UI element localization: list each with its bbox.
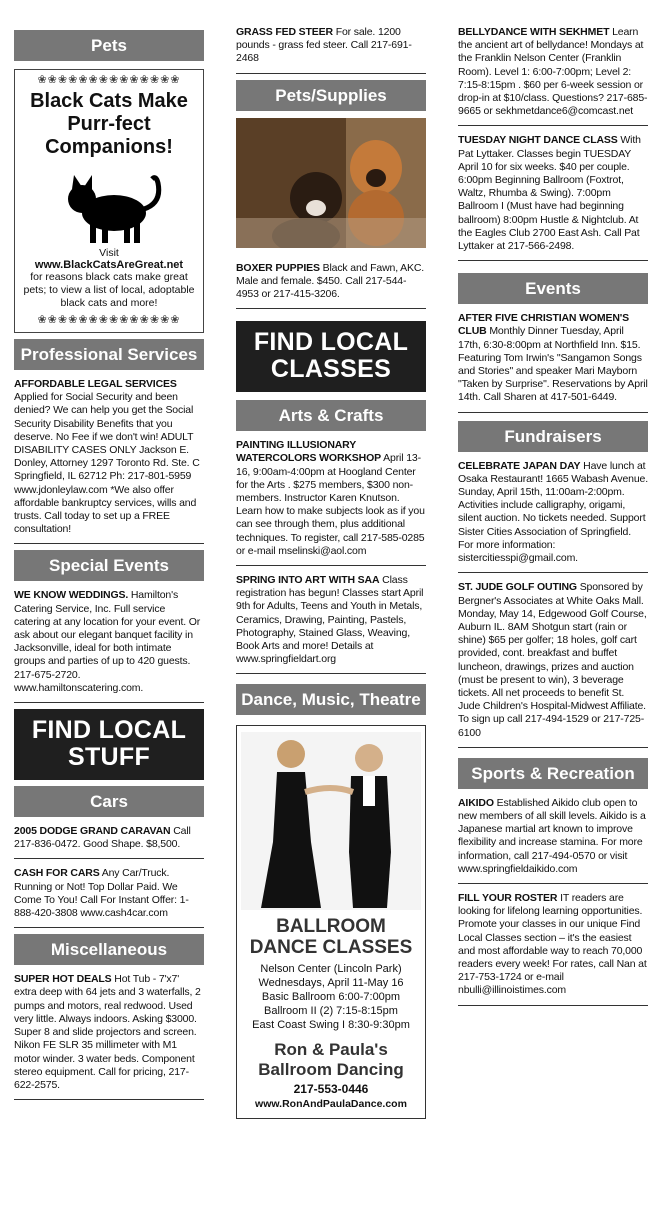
classified-ad: AFTER FIVE CHRISTIAN WOMEN'S CLUB Monthly Dinner Tuesday, April 17th, 6:30-8:00pm at Northfield Inn. $15. Featuring Tom Irwin's "Sangamon Songs and Stories" and speaker Mari Mayborn "Taken by Surprise". Reservations by April 14th. Call Sharen at 417-501-6449. <box>458 304 648 412</box>
section-header-special-events: Special Events <box>14 550 204 581</box>
cat-ad-url[interactable]: www.BlackCatsAreGreat.net <box>34 259 184 271</box>
ballroom-url[interactable]: www.RonAndPaulaDance.com <box>255 1098 407 1111</box>
cat-ad-title-2: Purr-fect Companions! <box>45 113 173 158</box>
section-header-cars: Cars <box>14 786 204 817</box>
section-header-professional: Professional Services <box>14 339 204 370</box>
column-1 <box>14 30 204 1100</box>
classified-ad: SUPER HOT DEALS Hot Tub - 7'x7' extra deep with 64 jets and 3 waterfalls, 2 pumps and motors, real redwood. Used very little. Always indoors. Asking $3000. Super 8 and slide projectors and screen. Nikon FE SLR 35 millimeter with M1 motor winder. 3 water beds. Component stereo equipment. Call for pricing, 217-622-2575. <box>14 965 204 1100</box>
ballroom-name-2: Ballroom Dancing <box>258 1060 404 1080</box>
classified-ad: 2005 DODGE GRAND CARAVAN Call 217-836-0472. Good Shape. $8,500. <box>14 817 204 859</box>
find-local-classes-banner: FIND LOCAL CLASSES <box>236 321 426 392</box>
ballroom-dance-ad <box>236 725 426 1119</box>
section-header-sports: Sports & Recreation <box>458 758 648 789</box>
classified-ad: CELEBRATE JAPAN DAY Have lunch at Osaka Restaurant! 1665 Wabash Avenue. Sunday, April 15th, 11:00am-2:00pm. Activities include calligraphy, origami, silent auction. No tickets needed. Support Sister Cities Association of Springfield. For more information: sistercitiesspi@gmail.com. <box>458 452 648 574</box>
paw-prints-bottom: ❀❀❀❀❀❀❀❀❀❀❀❀❀❀ <box>37 314 181 326</box>
section-header-arts-crafts: Arts & Crafts <box>236 400 426 431</box>
section-header-events: Events <box>458 273 648 304</box>
classified-ad: TUESDAY NIGHT DANCE CLASS With Pat Lyttaker. Classes begin TUESDAY April 10 for six weeks. $40 per couple. 6:00pm Beginning Ballroom (Foxtrot, Waltz, Rhumba & Swing). 7:00pm Ballroom I (Must have had beginning ballroom) 8:00pm Hustle & Nightclub. At the Eagles Club 2700 East Ash. Call Pat Lyttaker at 217-566-2498. <box>458 126 648 261</box>
classified-ad: FILL YOUR ROSTER IT readers are looking for lifelong learning opportunities. Promote your classes in our unique Find Local Classes section – it's the easiest and most affordable way to reach 70,000 readers every week! For rates, call Nan at 217-753-1724 or e-mail nbulli@illinoistimes.com <box>458 884 648 1006</box>
classified-ad: CASH FOR CARS Any Car/Truck. Running or Not! Top Dollar Paid. We Come To You! Call For Instant Offer: 1-888-420-3808 www.cash4car.com <box>14 859 204 928</box>
cat-ad-sub: for reasons black cats make great pets; to view a list of local, adoptable black cats and more! <box>23 271 195 309</box>
column-2 <box>236 26 426 1119</box>
section-header-dance: Dance, Music, Theatre <box>236 684 426 715</box>
ballroom-title-1: BALLROOM <box>276 916 386 938</box>
classified-ad: PAINTING ILLUSIONARY WATERCOLORS WORKSHOP April 13-16, 9:00am-4:00pm at Hoogland Center for the Arts . $275 members, $300 non-members. Instructor Karen Knutson. Learn how to make subjects look as if you can see through them, plus additional techniques. To register, call 217-585-0285 or e-mail mselinski@aol.com <box>236 431 426 566</box>
classified-ad: SPRING INTO ART WITH SAA Class registration has begun! Classes start April 9th for Adults, Teens and Youth in Metals, Ceramics, Drawing, Painting, Pastels, Photography, Stained Glass, Weaving, Book Arts and more! Details at www.springfieldart.org <box>236 566 426 674</box>
section-header-misc: Miscellaneous <box>14 934 204 965</box>
cat-ad-visit: Visit <box>99 247 119 259</box>
find-local-stuff-banner: FIND LOCAL STUFF <box>14 709 204 780</box>
ballroom-name-1: Ron & Paula's <box>274 1040 388 1060</box>
classified-ad: AIKIDO Established Aikido club open to new members of all skill levels. Aikido is a Japanese martial art known to improve flexibility and increase stamina. For more information, call 217-494-0570 or visit www.springfieldaikido.com <box>458 789 648 884</box>
classified-ad: WE KNOW WEDDINGS. Hamilton's Catering Service, Inc. Full service catering at any location for your event. Or ask about our elegant banquet facility in Jacksonville, ideal for both intimate groups and parties of up to 420 guests. 217-675-2720. www.hamiltonscatering.com. <box>14 581 204 703</box>
ballroom-title-2: DANCE CLASSES <box>249 937 413 959</box>
dancing-couple-image <box>241 732 421 910</box>
black-cats-ad <box>14 69 204 333</box>
ballroom-info: Nelson Center (Lincoln Park) Wednesdays, April 11-May 16 Basic Ballroom 6:00-7:00pm Ballroom II (2) 7:15-8:15pm East Coast Swing I 8:30-9:30pm <box>252 963 410 1032</box>
ballroom-phone: 217-553-0446 <box>293 1082 369 1097</box>
section-header-fundraisers: Fundraisers <box>458 421 648 452</box>
black-cat-image <box>54 163 164 245</box>
puppies-image <box>236 118 426 248</box>
section-header-pets: Pets <box>14 30 204 61</box>
column-3 <box>458 26 648 1006</box>
cat-ad-title-1: Black Cats Make <box>30 90 188 112</box>
section-header-pets-supplies: Pets/Supplies <box>236 80 426 111</box>
classified-ad: BELLYDANCE WITH SEKHMET Learn the ancient art of bellydance! Mondays at the Franklin Nelson Center (Franklin Room). Level 1: 6:00-7:00pm; Level 2: 7:15-8:15pm . $60 per 6-week session or drop-in at $10/class. Questions? 217-685-9665 or sekhmetdance6@comcast.net <box>458 26 648 126</box>
classified-ad: BOXER PUPPIES Black and Fawn, AKC. Male and female. $450. Call 217-544-4953 or 217-415-3206. <box>236 254 426 310</box>
classified-ad: GRASS FED STEER For sale. 1200 pounds - grass fed steer. Call 217-691-2468 <box>236 26 426 74</box>
boxer-puppies-photo <box>236 118 426 248</box>
classified-ad: ST. JUDE GOLF OUTING Sponsored by Bergner's Associates at White Oaks Mall. Monday, May 14, Edgewood Golf Course, Auburn IL. 8AM Shotgun start (rain or shine) $65 per golfer; 18 holes, golf cart provided, cont. breakfast and buffet luncheon, drawings, prizes and auction (must be present to win), 3 beverage tickets. All net proceeds to benefit St. Jude Children's Hospital-Midwest Affiliate. To sign up call 217-494-1529 or 217-725-6100 <box>458 573 648 747</box>
classified-ad: AFFORDABLE LEGAL SERVICES Applied for Social Security and been denied? We can help you get the Social Security Disability Benefits that you deserve. No Fee if we don't win! ADULT DISABILITY CASES ONLY Jackson E. Donley, Attorney 1297 Toronto Rd. Ste. C Springfield, IL 62712 Ph: 217-801-5959 www.jdonleylaw.com *We also offer affordable bankruptcy services, wills and trusts. Call today to set up a FREE consultation! <box>14 370 204 544</box>
paw-prints-top: ❀❀❀❀❀❀❀❀❀❀❀❀❀❀ <box>37 74 181 86</box>
